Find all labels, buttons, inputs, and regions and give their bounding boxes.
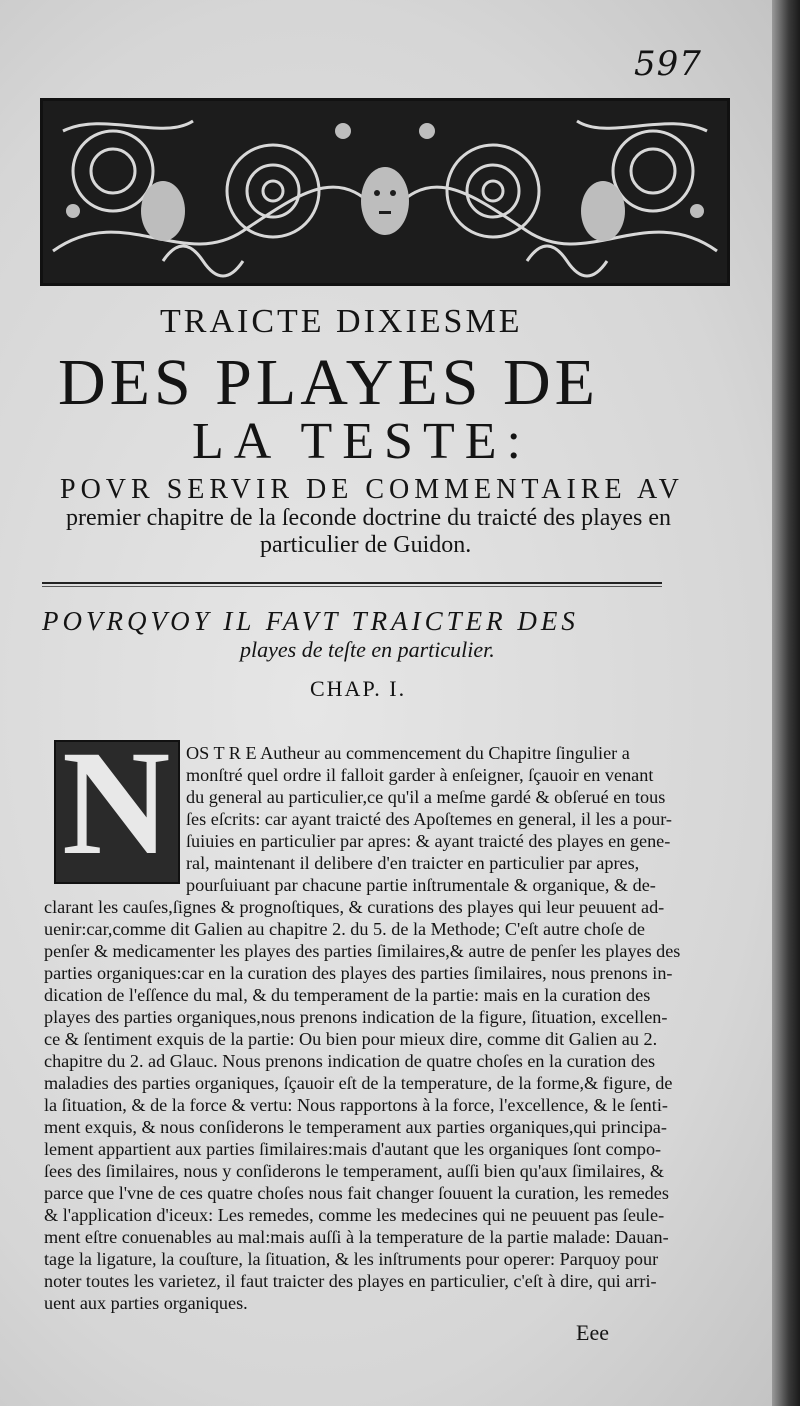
body-line: ſuiuies en particulier par apres: & ayant traicté des playes en gene- [186, 831, 671, 851]
body-line: tage la ligature, la couſture, la ſituation, & les inſtruments pour operer: Parquoy pour [44, 1249, 659, 1269]
body-line: clarant les cauſes,ſignes & prognoſtiques, & curations des playes qui leur peuuent ad- [44, 897, 665, 917]
body-line: dication de l'eſſence du mal, & du temperament de la partie: mais en la curation des [44, 985, 651, 1005]
drop-cap-letter: N [62, 740, 171, 884]
drop-cap [54, 740, 180, 884]
title-line-2: LA TESTE: [192, 413, 531, 470]
body-line: parties organiques:car en la curation des playes des parties ſimilaires, nous prenons in- [44, 963, 673, 983]
body-line: ment eſtre conuenables au mal:mais auſſi à la temperature de la partie malade: Dauan- [44, 1227, 669, 1247]
body-line: du general au particulier,ce qu'il a meſme gardé & obſerué en tous [186, 787, 666, 807]
subtitle-line-1: POVR SERVIR DE COMMENTAIRE AV [60, 474, 684, 505]
treatise-number: TRAICTE DIXIESME [160, 303, 523, 340]
divider [42, 582, 662, 584]
chapter-title-line-2: playes de teſte en particulier. [240, 637, 495, 662]
body-line: maladies des parties organiques, ſçauoir eſt de la temperature, de la forme,& figure, de [44, 1073, 673, 1093]
body-line: & l'application d'iceux: Les remedes, comme les medecines qui ne peuuent pas ſeule- [44, 1205, 665, 1225]
body-line: monſtré quel ordre il falloit garder à enſeigner, ſçauoir en venant [186, 765, 654, 785]
body-line: ſees des ſimilaires, nous y conſiderons le temperament, auſſi bien qu'aux ſimilaires, & [44, 1161, 664, 1181]
divider [42, 586, 662, 587]
body-line: noter toutes les varietez, il faut traicter des playes en particulier, c'eſt à dire, qui arri- [44, 1271, 657, 1291]
body-line: ment exquis, & nous conſiderons le temperament aux parties organiques,qui principa- [44, 1117, 667, 1137]
body-line: ce & ſentiment exquis de la partie: Ou bien pour mieux dire, comme dit Galien au 2. [44, 1029, 658, 1049]
ornamental-headpiece-icon [40, 98, 730, 286]
body-line: la ſituation, & de la force & vertu: Nous rapportons à la force, l'excellence, & le ſenti- [44, 1095, 668, 1115]
subtitle-line-2: premier chapitre de la ſeconde doctrine du traicté des playes en [66, 505, 672, 531]
body-line: uenir:car,comme dit Galien au chapitre 2. du 5. de la Methode; C'eſt autre choſe de [44, 919, 645, 939]
chapter-label: CHAP. I. [310, 676, 407, 701]
signature-mark: Eee [576, 1320, 609, 1345]
chapter-title-line-1: POVRQVOY IL FAVT TRAICTER DES [42, 606, 579, 636]
body-line: parce que l'vne de ces quatre choſes nous fait changer ſouuent la curation, les remedes [44, 1183, 669, 1203]
body-line: OS T R E Autheur au commencement du Chapitre ſingulier a [186, 743, 630, 763]
body-line: chapitre du 2. ad Glauc. Nous prenons indication de quatre choſes en la curation des [44, 1051, 656, 1071]
page-edge [772, 0, 800, 1406]
body-line: penſer & medicamenter les playes des parties ſimilaires,& autre de penſer les playes des [44, 941, 681, 961]
body-line: uent aux parties organiques. [44, 1293, 248, 1313]
body-line: ral, maintenant il delibere d'en traicter en particulier par apres, [186, 853, 640, 873]
title-line-1: DES PLAYES DE [58, 346, 599, 419]
body-line: playes des parties organiques,nous prenons indication de la figure, ſituation, excellen- [44, 1007, 668, 1027]
body-line: pourſuiuant par chacune partie inſtrumentale & organique, & de- [186, 875, 656, 895]
page-number: 597 [634, 44, 702, 84]
body-line: ſes eſcrits: car ayant traicté des Apoſtemes en general, il les a pour- [186, 809, 672, 829]
body-line: lement appartient aux parties ſimilaires:mais d'autant que les organiques ſont compo- [44, 1139, 662, 1159]
subtitle-line-3: particulier de Guidon. [260, 532, 472, 558]
